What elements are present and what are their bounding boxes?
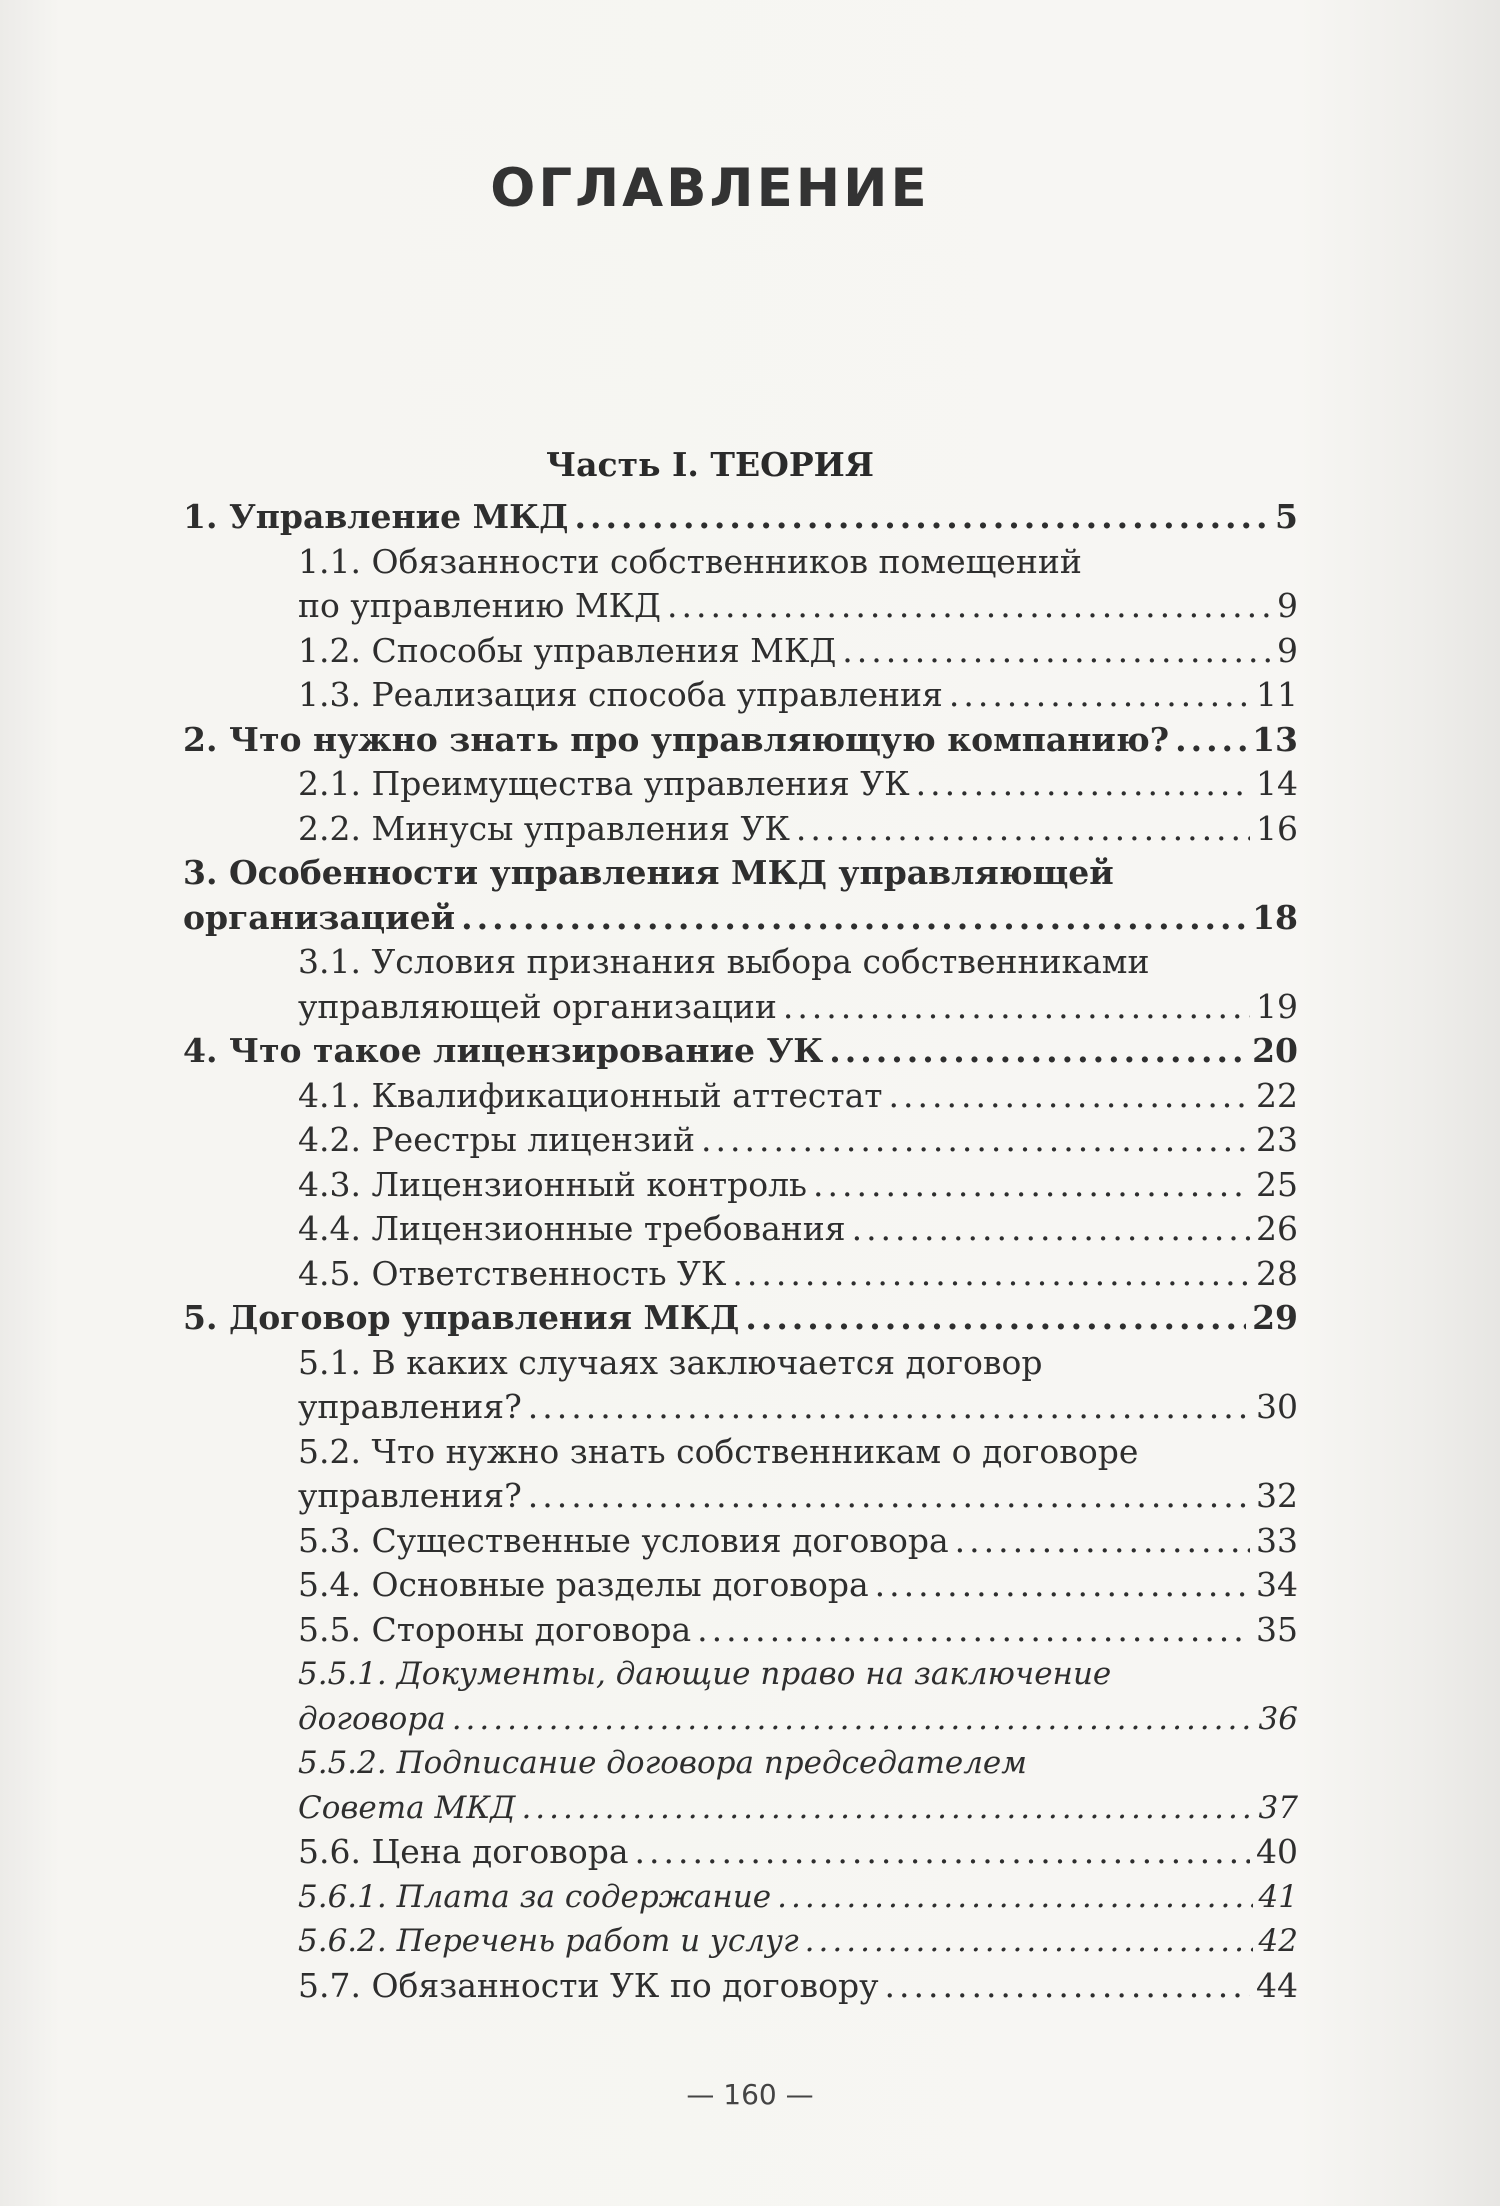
- toc-entry: [183, 851, 1298, 896]
- toc-entry: [183, 1919, 1298, 1964]
- toc-entry-page: 42: [1258, 1923, 1298, 1959]
- toc-entry: [183, 985, 1298, 1030]
- toc-leader-dots: [796, 807, 1250, 852]
- toc-entry-page: 13: [1252, 719, 1298, 759]
- toc-leader-dots: [575, 495, 1270, 540]
- toc-entry-title: организацией: [183, 897, 456, 937]
- toc-entry-page: 14: [1256, 764, 1298, 803]
- toc-leader-dots: [889, 1074, 1250, 1119]
- toc-entry-title: 5.6.2. Перечень работ и услуг: [298, 1923, 799, 1959]
- toc-entry-title: управления?: [298, 1387, 522, 1426]
- toc-entry-page: 18: [1252, 897, 1298, 937]
- toc-entry-title: 1. Управление МКД: [183, 497, 569, 536]
- toc-entry: [183, 1118, 1298, 1163]
- toc-entry-title: 3. Особенности управления МКД управляющей: [183, 853, 1114, 892]
- toc-entry-page: 22: [1256, 1075, 1298, 1115]
- toc-entry-title: 5.3. Существенные условия договора: [298, 1520, 949, 1560]
- toc-entry-title: 3.1. Условия признания выбора собственниками: [298, 942, 1150, 981]
- toc-leader-dots: [875, 1563, 1250, 1608]
- toc-entry: [183, 1786, 1298, 1831]
- toc-entry-title: 2.1. Преимущества управления УК: [298, 764, 910, 803]
- toc-entry: [183, 1519, 1298, 1564]
- toc-leader-dots: [783, 985, 1250, 1030]
- toc-entry-page: 44: [1256, 1965, 1298, 2005]
- toc-entry-page: 26: [1256, 1209, 1298, 1248]
- toc-entry-page: 36: [1258, 1700, 1298, 1737]
- toc-leader-dots: [635, 1830, 1250, 1875]
- table-of-contents: [183, 495, 1298, 2008]
- toc-entry-title: 5.5.2. Подписание договора председателем: [298, 1745, 1027, 1781]
- toc-leader-dots: [949, 673, 1250, 718]
- toc-leader-dots: [1175, 718, 1246, 763]
- toc-entry-title: договора: [298, 1700, 446, 1737]
- toc-entry: [183, 896, 1298, 941]
- toc-entry-title: 4.4. Лицензионные требования: [298, 1209, 846, 1248]
- toc-leader-dots: [916, 762, 1250, 807]
- toc-entry-title: 4. Что такое лицензирование УК: [183, 1031, 824, 1070]
- toc-entry-page: 5: [1275, 497, 1298, 536]
- toc-leader-dots: [745, 1296, 1246, 1341]
- toc-entry-page: 41: [1258, 1878, 1298, 1915]
- toc-entry: [183, 673, 1298, 718]
- toc-entry: [183, 1252, 1298, 1297]
- toc-entry: [183, 1163, 1298, 1208]
- toc-entry-title: 4.2. Реестры лицензий: [298, 1120, 696, 1159]
- toc-entry-title: 5.4. Основные разделы договора: [298, 1565, 869, 1604]
- toc-leader-dots: [885, 1964, 1250, 2009]
- toc-entry-page: 33: [1256, 1520, 1298, 1560]
- toc-entry: [183, 1875, 1298, 1920]
- toc-leader-dots: [452, 1697, 1253, 1742]
- toc-entry-page: 35: [1256, 1609, 1298, 1649]
- toc-entry-page: 9: [1277, 630, 1298, 670]
- toc-entry: [183, 629, 1298, 674]
- toc-entry-title: 5.6. Цена договора: [298, 1832, 629, 1871]
- page-number: — 160 —: [686, 2078, 814, 2111]
- toc-entry-page: 16: [1256, 808, 1298, 848]
- toc-entry-title: 5.6.1. Плата за содержание: [298, 1878, 772, 1915]
- toc-entry-title: управления?: [298, 1476, 522, 1515]
- toc-entry: [183, 1341, 1298, 1386]
- toc-entry: [183, 1652, 1298, 1697]
- toc-entry-title: 2. Что нужно знать про управляющую компанию?: [183, 719, 1170, 759]
- toc-entry: [183, 1563, 1298, 1608]
- toc-entry: [183, 1608, 1298, 1653]
- toc-leader-dots: [955, 1519, 1250, 1564]
- toc-entry: [183, 540, 1298, 585]
- toc-entry: [183, 1029, 1298, 1074]
- toc-leader-dots: [842, 629, 1271, 674]
- toc-entry: [183, 1296, 1298, 1341]
- toc-entry-page: 40: [1256, 1832, 1298, 1871]
- toc-entry: [183, 718, 1298, 763]
- toc-leader-dots: [852, 1207, 1250, 1252]
- toc-entry-page: 37: [1258, 1789, 1298, 1826]
- toc-entry: [183, 762, 1298, 807]
- toc-entry: [183, 1430, 1298, 1475]
- toc-leader-dots: [813, 1163, 1250, 1208]
- toc-entry-title: 1.3. Реализация способа управления: [298, 675, 943, 714]
- toc-entry: [183, 495, 1298, 540]
- toc-entry-title: 1.1. Обязанности собственников помещений: [298, 541, 1082, 581]
- toc-entry: [183, 1964, 1298, 2009]
- toc-entry-title: 5. Договор управления МКД: [183, 1298, 740, 1337]
- toc-entry-title: 2.2. Минусы управления УК: [298, 808, 790, 848]
- toc-entry: [183, 1074, 1298, 1119]
- toc-leader-dots: [805, 1919, 1253, 1964]
- toc-leader-dots: [697, 1608, 1250, 1653]
- toc-entry: [183, 1474, 1298, 1519]
- toc-entry-title: 5.2. Что нужно знать собственникам о договоре: [298, 1431, 1139, 1471]
- toc-entry-title: 5.5. Стороны договора: [298, 1609, 692, 1649]
- toc-leader-dots: [528, 1474, 1250, 1519]
- toc-entry: [183, 1741, 1298, 1786]
- toc-entry-page: 34: [1256, 1565, 1298, 1604]
- toc-leader-dots: [528, 1385, 1250, 1430]
- toc-entry: [183, 940, 1298, 985]
- toc-entry-page: 28: [1256, 1253, 1298, 1293]
- toc-entry-title: по управлению МКД: [298, 586, 661, 625]
- page-title: ОГЛАВЛЕНИЕ: [490, 158, 930, 219]
- toc-entry-title: 4.3. Лицензионный контроль: [298, 1164, 808, 1204]
- toc-entry-title: 5.1. В каких случаях заключается договор: [298, 1342, 1043, 1382]
- toc-entry-page: 25: [1256, 1164, 1298, 1204]
- toc-leader-dots: [777, 1875, 1252, 1920]
- toc-entry: [183, 1385, 1298, 1430]
- toc-entry: [183, 584, 1298, 629]
- toc-entry: [183, 1697, 1298, 1742]
- toc-entry-title: 5.7. Обязанности УК по договору: [298, 1965, 879, 2005]
- toc-entry-page: 11: [1256, 675, 1298, 714]
- toc-entry-page: 32: [1256, 1476, 1298, 1515]
- toc-entry-title: управляющей организации: [298, 986, 777, 1026]
- toc-leader-dots: [461, 896, 1246, 941]
- toc-entry-page: 20: [1252, 1031, 1298, 1070]
- toc-entry-page: 19: [1256, 986, 1298, 1026]
- toc-entry-title: 5.5.1. Документы, дающие право на заключение: [298, 1656, 1112, 1692]
- toc-entry: [183, 1830, 1298, 1875]
- toc-entry-title: 4.5. Ответственность УК: [298, 1253, 727, 1293]
- toc-entry-title: 4.1. Квалификационный аттестат: [298, 1075, 883, 1115]
- toc-entry: [183, 1207, 1298, 1252]
- toc-leader-dots: [521, 1786, 1252, 1831]
- toc-leader-dots: [667, 584, 1271, 629]
- toc-entry-title: 1.2. Способы управления МКД: [298, 630, 837, 670]
- toc-entry-page: 30: [1256, 1387, 1298, 1426]
- part-heading: Часть I. ТЕОРИЯ: [546, 445, 874, 484]
- toc-leader-dots: [829, 1029, 1246, 1074]
- toc-leader-dots: [732, 1252, 1250, 1297]
- toc-entry: [183, 807, 1298, 852]
- toc-leader-dots: [701, 1118, 1250, 1163]
- toc-entry-page: 23: [1256, 1120, 1298, 1159]
- toc-entry-page: 9: [1277, 586, 1298, 625]
- toc-entry-title: Совета МКД: [298, 1789, 516, 1826]
- toc-entry-page: 29: [1252, 1298, 1298, 1337]
